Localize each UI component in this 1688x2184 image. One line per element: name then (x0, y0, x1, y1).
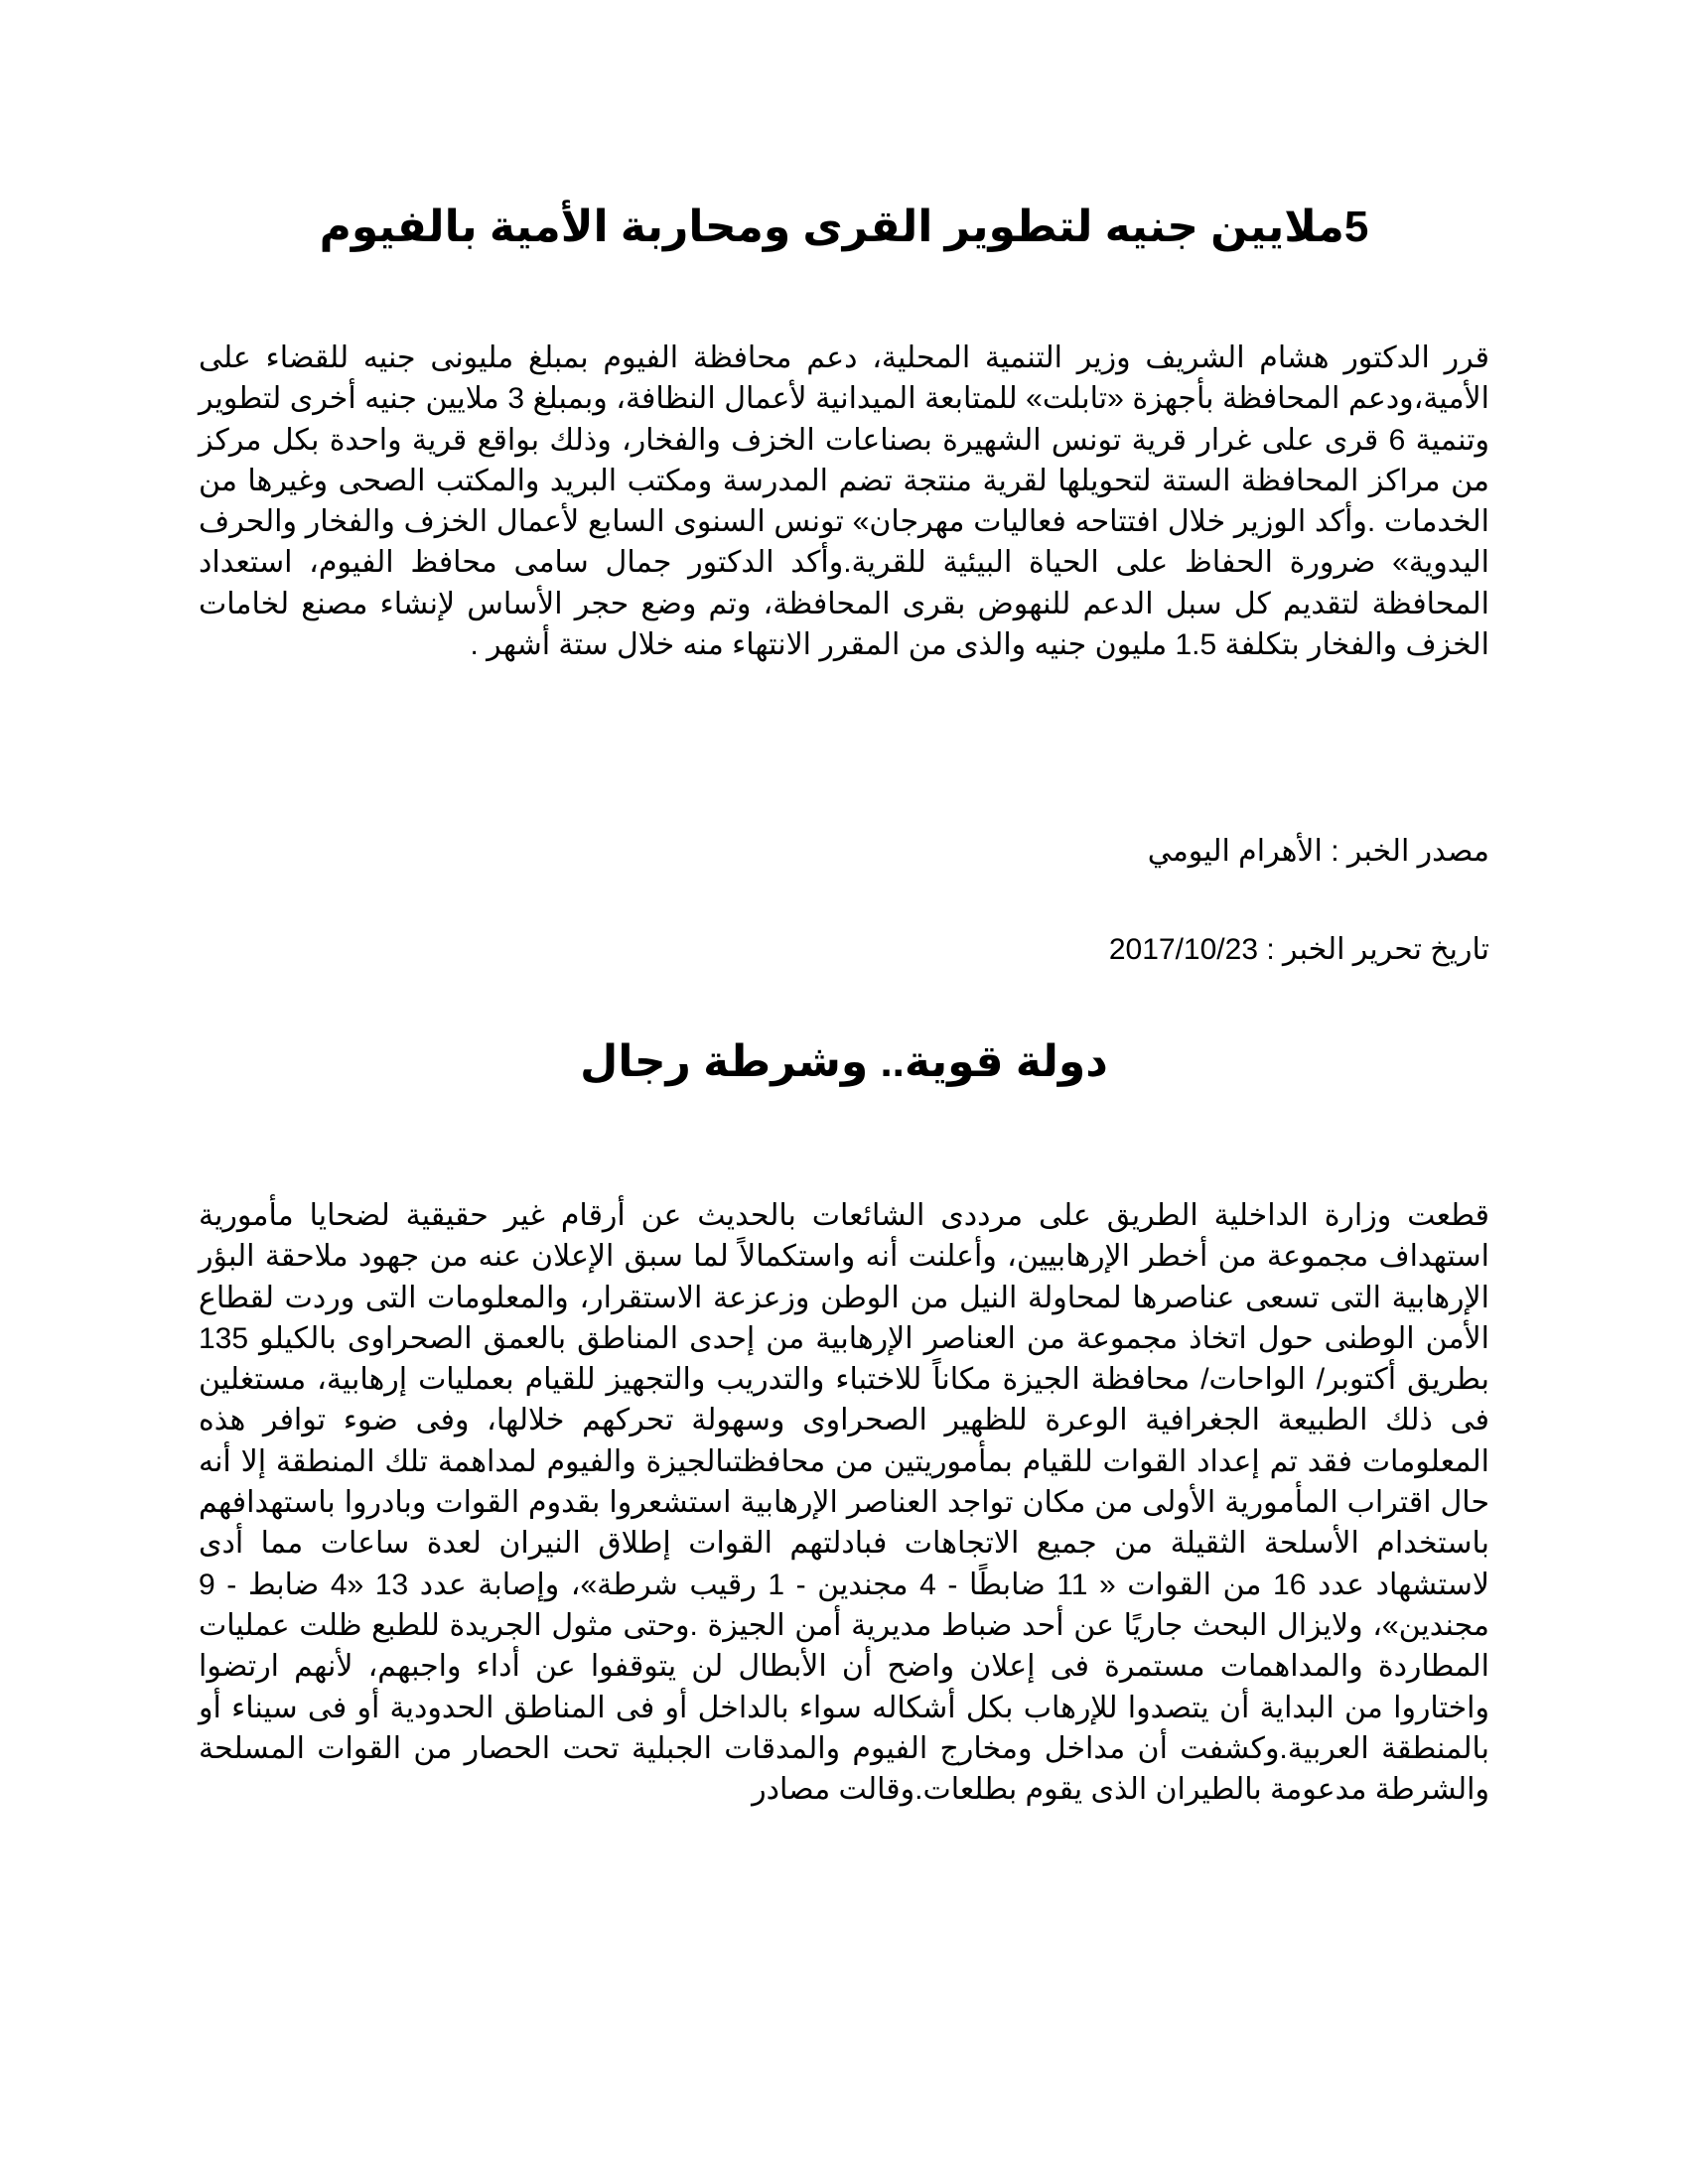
article-2-body: قطعت وزارة الداخلية الطريق على مرددى الشائعات بالحديث عن أرقام غير حقيقية لضحايا مأمورية استهداف مجموعة من أخطر الإرهابيين، وأعلنت أنه واستكمالاً لما سبق الإعلان عنه من جهود ملاحقة البؤر الإرهابية التى تسعى عناصرها لمحاولة النيل من الوطن وزعزعة الاستقرار، والمعلومات التى وردت لقطاع الأمن الوطنى حول اتخاذ مجموعة من العناصر الإرهابية من إحدى المناطق بالعمق الصحراوى بالكيلو 135 بطريق أكتوبر/ الواحات/ محافظة الجيزة مكاناً للاختباء والتدريب والتجهيز للقيام بعمليات إرهابية، مستغلين فى ذلك الطبيعة الجغرافية الوعرة للظهير الصحراوى وسهولة تحركهم خلالها، وفى ضوء توافر هذه المعلومات فقد تم إعداد القوات للقيام بمأموريتين من محافظتىالجيزة والفيوم لمداهمة تلك المنطقة إلا أنه حال اقتراب المأمورية الأولى من مكان تواجد العناصر الإرهابية استشعروا بقدوم القوات وبادروا باستهدافهم باستخدام الأسلحة الثقيلة من جميع الاتجاهات فبادلتهم القوات إطلاق النيران لعدة ساعات مما أدى لاستشهاد عدد 16 من القوات « 11 ضابطًا - 4 مجندين - 1 رقيب شرطة»، وإصابة عدد 13 «4 ضابط - 9 مجندين»، ولايزال البحث جاريًا عن أحد ضباط مديرية أمن الجيزة .وحتى مثول الجريدة للطبع ظلت عمليات المطاردة والمداهمات مستمرة فى إعلان واضح أن الأبطال لن يتوقفوا عن أداء واجبهم، لأنهم ارتضوا واختاروا من البداية أن يتصدوا للإرهاب بكل أشكاله سواء بالداخل أو فى المناطق الحدودية أو فى سيناء أو بالمنطقة العربية.وكشفت أن مداخل ومخارج الفيوم والمدقات الجبلية تحت الحصار من القوات المسلحة والشرطة مدعومة بالطيران الذى يقوم بطلعات.وقالت مصادر (199, 1199, 1489, 1807)
article-1-source: مصدر الخبر : الأهرام اليومي (1147, 835, 1489, 868)
article-1-body: قرر الدكتور هشام الشريف وزير التنمية المحلية، دعم محافظة الفيوم بمبلغ مليونى جنيه للقضاء على الأمية،ودعم المحافظة بأجهزة «تابلت» للمتابعة الميدانية لأعمال النظافة، وبمبلغ 3 ملايين جنيه أخرى لتطوير وتنمية 6 قرى على غرار قرية تونس الشهيرة بصناعات الخزف والفخار، وذلك بواقع قرية واحدة بكل مركز من مراكز المحافظة الستة لتحويلها لقرية منتجة تضم المدرسة ومكتب البريد والمكتب الصحى وغيرها من الخدمات .وأكد الوزير خلال افتتاحه فعاليات مهرجان» تونس السنوى السابع لأعمال الخزف والفخار والحرف اليدوية» ضرورة الحفاظ على الحياة البيئية للقرية.وأكد الدكتور جمال سامى محافظ الفيوم، استعداد المحافظة لتقديم كل سبل الدعم للنهوض بقرى المحافظة، وتم وضع حجر الأساس لإنشاء مصنع لخامات الخزف والفخار بتكلفة 1.5 مليون جنيه والذى من المقرر الانتهاء منه خلال ستة أشهر . (199, 341, 1489, 662)
article-1-date: تاريخ تحرير الخبر : 2017/10/23 (1108, 933, 1489, 966)
article-1-title: 5ملايين جنيه لتطوير القرى ومحاربة الأمية بالفيوم (319, 203, 1369, 251)
article-2-title: دولة قوية.. وشرطة رجال (580, 1037, 1108, 1086)
document-page (199, 0, 1489, 2184)
